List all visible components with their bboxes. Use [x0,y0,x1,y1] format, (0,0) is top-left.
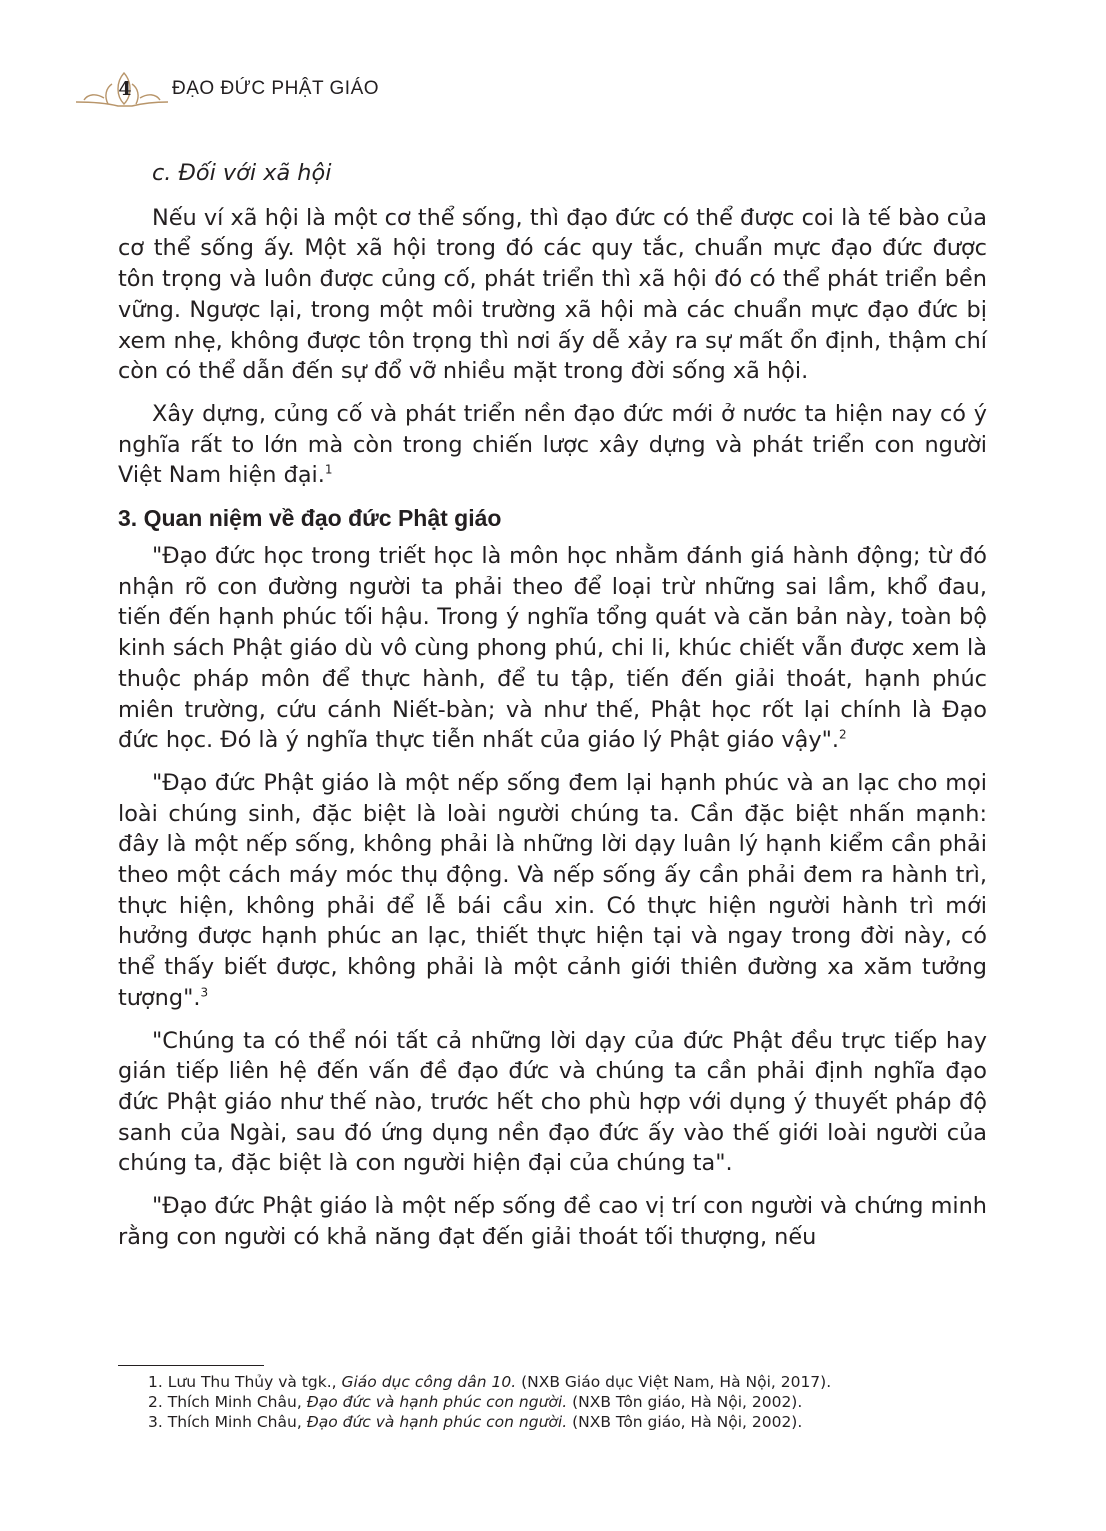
footnote-item [148,1412,978,1432]
paragraph-text: "Đạo đức Phật giáo là một nếp sống đề cao vị trí con người và chứng minh rằng con người có khả năng đạt đến giải thoát tối thượng, nếu [118,1193,987,1250]
paragraph-text: Xây dựng, củng cố và phát triển nền đạo đức mới ở nước ta hiện nay có ý nghĩa rất to lớn mà còn trong chiến lược xây dựng và phát triển con người Việt Nam hiện đại. [118,400,987,489]
footnote-item [148,1372,978,1392]
paragraph [118,768,987,1014]
paragraph-text: "Chúng ta có thể nói tất cả những lời dạy của đức Phật đều trực tiếp hay gián tiếp liên hệ đến vấn đề đạo đức và chúng ta cần phải định nghĩa đạo đức Phật giáo như thế nào, trước hết cho phù hợp với dụng ý thuyết pháp độ sanh của Ngài, sau đó ứng dụng nền đạo đức ấy vào thế giới loài người của chúng ta, đặc biệt là con người hiện đại của chúng ta". [118,1027,987,1177]
page-header [74,70,404,110]
paragraph: Nếu ví xã hội là một cơ thể sống, thì đạo đức có thể được coi là tế bào của cơ thể sống ấy. Một xã hội trong đó các quy tắc, chuẩn mực đạo đức được tôn trọng và luôn được củng cố, phát triển thì xã hội đó có thể phát triển bền vững. Ngược lại, trong một môi trường xã hội mà các chuẩn mực đạo đức bị xem nhẹ, không được tôn trọng thì nơi ấy dễ xảy ra sự mất ổn định, thậm chí còn có thể dẫn đến sự đổ vỡ nhiều mặt trong đời sống xã hội. [118,204,987,385]
footnote-item [148,1392,978,1412]
footnote-author: Thích Minh Châu, [167,1393,302,1411]
footnote-title: Đạo đức và hạnh phúc con người. [306,1413,568,1431]
paragraph [118,1191,987,1252]
footnote-number: 3. [148,1413,163,1431]
footnote-title: Giáo dục công dân 10. [341,1373,517,1391]
paragraph [118,1026,987,1180]
paragraph [118,399,987,491]
footnote-title: Đạo đức và hạnh phúc con người. [306,1393,568,1411]
footnote-publication: (NXB Tôn giáo, Hà Nội, 2002). [572,1393,803,1411]
footnote-publication: (NXB Giáo dục Việt Nam, Hà Nội, 2017). [521,1373,832,1391]
footnote-author: Thích Minh Châu, [167,1413,302,1431]
page-number: 4 [118,78,132,100]
footnote-ref[interactable]: 2 [839,727,847,742]
paragraph-text: "Đạo đức Phật giáo là một nếp sống đem lại hạnh phúc và an lạc cho mọi loài chúng sinh, đặc biệt là loài người chúng ta. Cần đặc biệt nhấn mạnh: đây là một nếp sống, không phải là những lời dạy luân lý hạnh kiểm cần phải theo một cách máy móc thụ động. Và nếp sống ấy cần phải đem ra hành trì, thực hiện, không phải để lễ bái cầu xin. Có thực hiện người hành trì mới hưởng được hạnh phúc an lạc, thiết thực hiện tại và ngay trong đời này, có thể thấy biết được, không phải là một cảnh giới thiên đường xa xăm tưởng tượng". [118,769,987,1011]
footnote-number: 1. [148,1373,163,1391]
footnote-publication: (NXB Tôn giáo, Hà Nội, 2002). [572,1413,803,1431]
section-3-heading: 3. Quan niệm về đạo đức Phật giáo [118,505,502,532]
section-c-heading: c. Đối với xã hội [152,160,332,186]
paragraph-text: "Đạo đức học trong triết học là môn học nhằm đánh giá hành động; từ đó nhận rõ con đường người ta phải theo để loại trừ những sai lầm, khổ đau, tiến đến hạnh phúc tối hậu. Trong ý nghĩa tổng quát và căn bản này, toàn bộ kinh sách Phật giáo dù vô cùng phong phú, chi li, khúc chiết vẫn được xem là thuộc pháp môn để thực hành, để tu tập, tiến đến giải thoát, hạnh phúc miên trường, cứu cánh Niết-bàn; và như thế, Phật học rốt lại chính là Đạo đức học. Đó là ý nghĩa thực tiễn nhất của giáo lý Phật giáo vậy". [118,543,987,754]
footnote-number: 2. [148,1393,163,1411]
page-body [118,158,987,1253]
running-title: ĐẠO ĐỨC PHẬT GIÁO [172,78,380,99]
footnotes [148,1372,978,1432]
footnote-ref[interactable]: 3 [200,985,209,1000]
footnote-author: Lưu Thu Thủy và tgk., [167,1373,337,1391]
footnote-divider [118,1365,264,1366]
paragraph [118,541,987,756]
footnote-ref[interactable]: 1 [324,462,333,477]
